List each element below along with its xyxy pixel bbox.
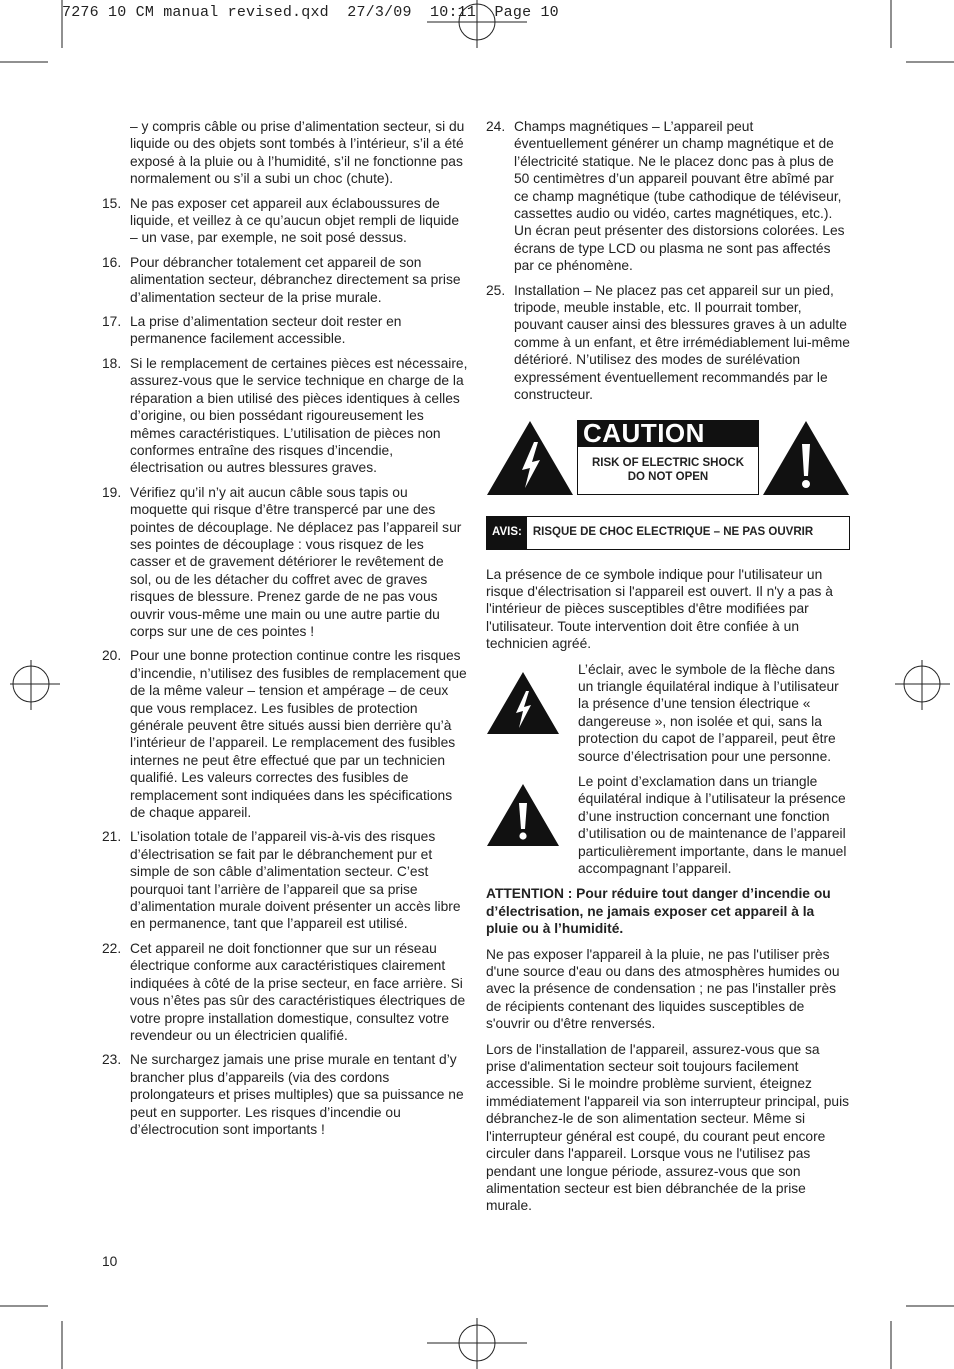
item-text: Champs magnétiques – L’appareil peut éventuellement générer un champ magnétique et de l’électricité statique. Ne le placez donc pas à plus de 50 centimètres d’un appareil pouvant être abîmé par ce champ magnétique (tube cathodique de téléviseur, cassettes audio ou vidéo, cartes magnétiques, etc.). Un écran peut présenter des distorsions colorées. Les écrans de type LCD ou plasma ne sont pas affectés par ce phénomène. <box>514 119 845 274</box>
page-number: 10 <box>102 1254 118 1269</box>
item-number: 19. <box>102 484 122 500</box>
rain-exposure-paragraph: Ne pas exposer l'appareil à la pluie, ne pas l'utiliser près d'une source d'eau ou dans des atmosphères humides ou avec la présence de condensation ; ne pas l'installer près de récipients contenant des liquides susceptibles de s'ouvrir ou d'être renversés. <box>486 946 840 1032</box>
item-text: La prise d’alimentation secteur doit rester en permanence facilement accessible. <box>130 314 402 347</box>
list-item-24 <box>486 118 850 275</box>
item-text: Ne surchargez jamais une prise murale en tentant d’y brancher plus d’appareils (via des cordons prolongateurs et prises multiples) que sa puissance ne peut en supporter. Les risques d’incendie ou d’électrocution sont importants ! <box>130 1052 464 1137</box>
symbol-intro-paragraph: La présence de ce symbole indique pour l'utilisateur un risque d'électrisation si l'appareil est ouvert. Il n'y a pas à l'intérieur de pièces susceptibles d'être modifiées par l'utilisateur. Toute intervention doit être confiée à un technicien agréé. <box>486 566 833 652</box>
item-text: Cet appareil ne doit fonctionner que sur un réseau électrique conforme aux caractéristiques clairement indiquées à côté de la prise secteur, en face arrière. Si vous n’êtes pas sûr des caractéristiques électriques de votre propre installation domestique, consultez votre revendeur ou un électricien qualifié. <box>130 940 466 1043</box>
item-text: Ne pas exposer cet appareil aux éclaboussures de liquide, et veillez à ce qu’aucun objet rempli de liquide – un vase, par exemple, ne soit posé dessus. <box>130 195 460 246</box>
left-column <box>102 118 468 1145</box>
item-text: L’isolation totale de l’appareil vis-à-vis des risques d’électrisation se fait par le débranchement pur et simple de son câble d’alimentation secteur. C’est pourquoi tant l’arrière de l’appareil que sa prise d’alimentation murale doivent présenter un accès libre en permanence, tant que l’appareil est utilisé. <box>130 829 461 932</box>
list-item-25 <box>486 282 850 404</box>
item-text: Pour débrancher totalement cet appareil de son alimentation secteur, débranchez directement sa prise d’alimentation secteur de la prise murale. <box>130 254 461 305</box>
lightning-triangle-icon <box>486 671 560 735</box>
right-column <box>486 118 850 1223</box>
avis-label: AVIS: <box>487 517 527 549</box>
list-item-20 <box>102 647 468 821</box>
list-item-23 <box>102 1051 468 1138</box>
item-14-continuation: – y compris câble ou prise d’alimentation secteur, si du liquide ou des objets sont tombés à l’intérieur, s’il a été exposé à la pluie ou à l’humidité, s’il ne fonctionne pas normalement ou s’il a subi un choc (chute). <box>130 119 465 187</box>
list-item-17 <box>102 313 468 348</box>
avis-text: RISQUE DE CHOC ELECTRIQUE – NE PAS OUVRIR <box>532 525 814 538</box>
item-text: Vérifiez qu’il n’y ait aucun câble sous tapis ou moquette qui risque d’être transpercé par une des pointes de découplage. Ne déplacez pas l’appareil sur ses pointes de découplage : vous risquez de les casser et de gravement détériorer le revêtement de sol, ou de les détacher du coffret avec de graves risques de blessure. Prenez garde de ne pas vous ouvrir vous-même une main ou une autre partie du corps sur une de ces pointes ! <box>130 484 462 639</box>
item-number: 17. <box>102 314 122 330</box>
lightning-symbol-text: L’éclair, avec le symbole de la flèche dans un triangle équilatéral indique à l’utilisateur la présence d’une tension électrique « dangereuse », non isolée et qui, sans la protection du capot de l’appareil, peut être source d’électrisation pour une personne. <box>578 661 839 764</box>
list-item-19 <box>102 484 468 641</box>
item-number: 23. <box>102 1052 122 1068</box>
item-number: 20. <box>102 648 122 664</box>
item-text: Pour une bonne protection continue contre les risques d’incendie, n’utilisez des fusibles de remplacement que de la même valeur – tension et ampérage – de ceux que vous remplacez. Les fusibles de protection générale peuvent être situés aussi bien derrière qu’à l’intérieur de l’appareil. Le remplacement des fusibles internes ne peut être effectué que par un technicien qualifié. Les valeurs correctes des fusibles de remplacement sont indiquées dans les spécifications de chaque appareil. <box>130 648 467 821</box>
item-number: 22. <box>102 940 122 956</box>
item-text: Si le remplacement de certaines pièces est nécessaire, assurez-vous que le service technique en charge de la réparation a bien utilisé des pièces identiques à celles d’origine, ou bien possédant rigoureusement les mêmes caractéristiques. L’utilisation de pièces non conformes entraîne des risques d’incendie, électrisation ou autres blessures graves. <box>130 355 468 476</box>
exclamation-triangle-icon <box>486 783 560 847</box>
item-number: 18. <box>102 355 122 371</box>
avis-warning-bar <box>486 516 850 550</box>
item-number: 15. <box>102 195 122 211</box>
exclamation-triangle-icon <box>762 420 850 496</box>
item-number: 24. <box>486 119 506 134</box>
list-item-16 <box>102 254 468 306</box>
attention-warning: ATTENTION : Pour réduire tout danger d’incendie ou d’électrisation, ne jamais exposer cet appareil à la pluie ou à l’humidité. <box>486 886 831 937</box>
lightning-symbol-explanation <box>486 661 850 765</box>
lightning-triangle-icon <box>486 420 574 496</box>
exclamation-symbol-text: Le point d’exclamation dans un triangle équilatéral indique à l’utilisateur la présence d’une instruction concernant une fonction d’utilisation ou de maintenance de l’appareil particulièrement importante, dans le manuel accompagnant l’appareil. <box>578 773 847 876</box>
installation-paragraph: Lors de l'installation de l'appareil, assurez-vous que sa prise d'alimentation secteur soit toujours facilement accessible. Si le moindre problème survient, éteignez immédiatement l'appareil via son interrupteur principal, puis débranchez-le de son alimentation secteur. Même si l'interrupteur général est coupé, du courant peut encore circuler dans l'appareil. Lorsque vous ne l'utilisez pas pendant une longue période, assurez-vous que son alimentation secteur est bien débranchée de la prise murale. <box>486 1041 850 1214</box>
item-number: 16. <box>102 254 122 270</box>
exclamation-symbol-explanation <box>486 773 850 877</box>
item-number: 21. <box>102 829 122 845</box>
item-text: Installation – Ne placez pas cet appareil sur un pied, tripode, meuble instable, etc. Il pourrait tomber, pouvant causer ainsi des blessures graves à un adulte comme à un enfant, et être irrémédiablement lui-même détérioré. N’utilisez des modes de surélévation expressément éventuellement recommandés par le constructeur. <box>514 282 850 403</box>
caution-heading: CAUTION <box>577 420 759 446</box>
list-item-22 <box>102 940 468 1044</box>
caution-warning-label <box>486 417 850 552</box>
list-item-18 <box>102 355 468 477</box>
print-slug-line: 7276 10 CM manual revised.qxd 27/3/09 10:11 Page 10 <box>62 4 559 21</box>
caution-notice-box <box>577 446 759 495</box>
item-number: 25. <box>486 282 506 298</box>
list-item-21 <box>102 828 468 932</box>
caution-line-2: DO NOT OPEN <box>627 471 709 483</box>
list-item-15 <box>102 195 468 247</box>
caution-line-1: RISK OF ELECTRIC SHOCK <box>591 457 745 469</box>
